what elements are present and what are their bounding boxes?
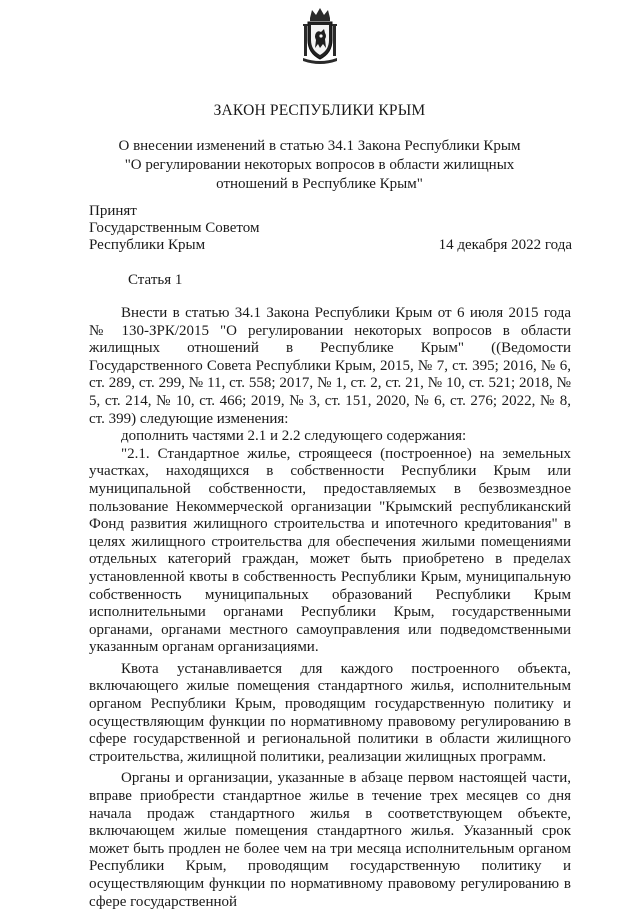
article-paragraph: Внести в статью 34.1 Закона Республики Крым от 6 июля 2015 года № 130-ЗРК/2015 "О регулировании некоторых вопросов в области жилищных отношений в Республике Крым" ((Ведомости Государственного Совета Республики Крым, 2015, № 7, ст. 395; 2016, № 6, ст. 289, ст. 299, № 11, ст. 558; 2017, № 1, ст. 2, ст. 21, № 10, ст. 521; 2018, № 5, ст. 214, № 10, ст. 466; 2019, № 3, ст. 151, 2020, № 6, ст. 276; 2022, № 8, ст. 399) следующие изменения: <box>89 305 571 427</box>
article-paragraph: Квота устанавливается для каждого построенного объекта, включающего жилые помещения стандартного жилья, исполнительным органом Республики Крым, проводящим государственную политику и осуществляющим функции по нормативному правовому регулированию в сфере государственной и региональной политики в области жилищного строительства, жилищной политики, реализации жилищных программ. <box>89 660 571 765</box>
subtitle-line: "О регулировании некоторых вопросов в области жилищных <box>124 157 515 173</box>
adoption-block <box>89 203 260 254</box>
crimea-coat-of-arms-icon <box>301 6 339 64</box>
document-subtitle <box>0 137 639 194</box>
subtitle-line: отношений в Республике Крым" <box>216 176 423 192</box>
adoption-line: Республики Крым <box>89 237 206 253</box>
adoption-line: Принят <box>89 203 137 219</box>
article-paragraph: Органы и организации, указанные в абзаце первом настоящей части, вправе приобрести стандартное жилье в течение трех месяцев со дня начала продаж стандартного жилья в соответствующем объекте, включающем жилые помещения стандартного жилья. Указанный срок может быть продлен не более чем на три месяца исполнительным органом Республики Крым, проводящим государственную политику и осуществляющим функции по нормативному правовому регулированию в сфере государственной <box>89 770 571 910</box>
adoption-date: 14 декабря 2022 года <box>438 237 572 253</box>
document-title: ЗАКОН РЕСПУБЛИКИ КРЫМ <box>213 102 426 119</box>
adoption-line: Государственным Советом <box>89 220 260 236</box>
article-body <box>89 305 571 911</box>
article-paragraph: "2.1. Стандартное жилье, строящееся (построенное) на земельных участках, находящихся в собственности Республики Крым или муниципальной собственности, предоставляемых в безвозмездное пользование Некоммерческой организации "Крымский республиканский Фонд развития жилищного строительства и ипотечного кредитования" в целях жилищного строительства для обеспечения жилыми помещениями отдельных категорий граждан, может быть приобретено в пределах установленной квоты в собственность Республики Крым, муниципальную собственность муниципальных образований Республики Крым исполнительными органами Республики Крым, государственными органами, органами местного самоуправления или подведомственными указанным органам организациями. <box>89 445 571 656</box>
article-heading: Статья 1 <box>128 272 183 288</box>
article-paragraph: дополнить частями 2.1 и 2.2 следующего содержания: <box>121 428 467 445</box>
subtitle-line: О внесении изменений в статью 34.1 Закона Республики Крым <box>118 138 521 154</box>
